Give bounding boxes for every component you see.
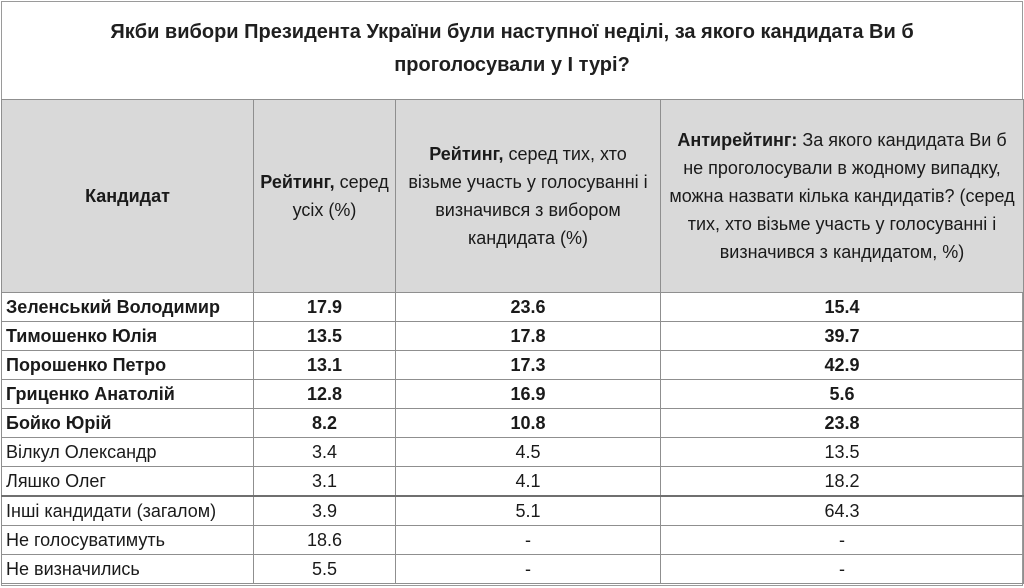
row-rating-decided: 5.1 [396,496,661,526]
row-rating-decided: 4.5 [396,438,661,467]
row-candidate-name: Вілкул Олександр [2,438,254,467]
row-candidate-name: Не визначились [2,555,254,584]
table-row [2,322,1024,351]
row-rating-all: 17.9 [254,293,396,322]
row-rating-all: 3.9 [254,496,396,526]
row-candidate-name: Не голосуватимуть [2,526,254,555]
row-antirating: 18.2 [661,467,1024,497]
row-rating-all: 3.4 [254,438,396,467]
row-antirating: 5.6 [661,380,1024,409]
header-rating-decided-rest: серед тих, хто візьме участь у голосуванні і визначився з вибором кандидата (%) [408,144,648,248]
row-candidate-name: Тимошенко Юлія [2,322,254,351]
row-rating-decided: 17.8 [396,322,661,351]
header-antirating [661,100,1024,293]
row-rating-all: 3.1 [254,467,396,497]
row-rating-decided: 16.9 [396,380,661,409]
row-rating-all: 18.6 [254,526,396,555]
row-rating-all: 12.8 [254,380,396,409]
table-title: Якби вибори Президента України були наступної неділі, за якого кандидата Ви б проголосували у І турі? [110,21,914,76]
table-row [2,380,1024,409]
row-rating-decided: - [396,526,661,555]
table-row [2,409,1024,438]
row-rating-all: 8.2 [254,409,396,438]
row-antirating: 64.3 [661,496,1024,526]
row-antirating: - [661,526,1024,555]
row-antirating: 15.4 [661,293,1024,322]
table-row [2,351,1024,380]
poll-table-frame [1,1,1023,586]
header-rating-decided [396,100,661,293]
row-rating-decided: 17.3 [396,351,661,380]
row-antirating: 39.7 [661,322,1024,351]
poll-table [1,99,1024,584]
row-antirating: 23.8 [661,409,1024,438]
header-rating-all [254,100,396,293]
header-candidate: Кандидат [2,100,254,293]
row-candidate-name: Бойко Юрій [2,409,254,438]
row-antirating: 42.9 [661,351,1024,380]
header-antirating-rest: За якого кандидата Ви б не проголосували в жодному випадку, можна назвати кілька кандидатів? (серед тих, хто візьме участь у голосуванні і визначився з кандидатом, %) [669,130,1015,262]
table-row [2,526,1024,555]
header-rating-all-bold: Рейтинг, [260,172,335,192]
header-rating-all-rest: серед усіх (%) [292,172,389,220]
row-rating-decided: 4.1 [396,467,661,497]
table-row [2,555,1024,584]
row-rating-all: 13.5 [254,322,396,351]
table-row [2,293,1024,322]
table-row [2,496,1024,526]
row-candidate-name: Ляшко Олег [2,467,254,497]
row-rating-decided: 10.8 [396,409,661,438]
table-row [2,438,1024,467]
header-antirating-bold: Антирейтинг: [677,130,798,150]
row-rating-all: 5.5 [254,555,396,584]
header-row [2,100,1024,293]
row-antirating: - [661,555,1024,584]
row-candidate-name: Інші кандидати (загалом) [2,496,254,526]
row-rating-all: 13.1 [254,351,396,380]
row-rating-decided: 23.6 [396,293,661,322]
table-row [2,467,1024,497]
row-rating-decided: - [396,555,661,584]
row-candidate-name: Порошенко Петро [2,351,254,380]
row-candidate-name: Зеленський Володимир [2,293,254,322]
row-candidate-name: Гриценко Анатолій [2,380,254,409]
header-rating-decided-bold: Рейтинг, [429,144,504,164]
row-antirating: 13.5 [661,438,1024,467]
